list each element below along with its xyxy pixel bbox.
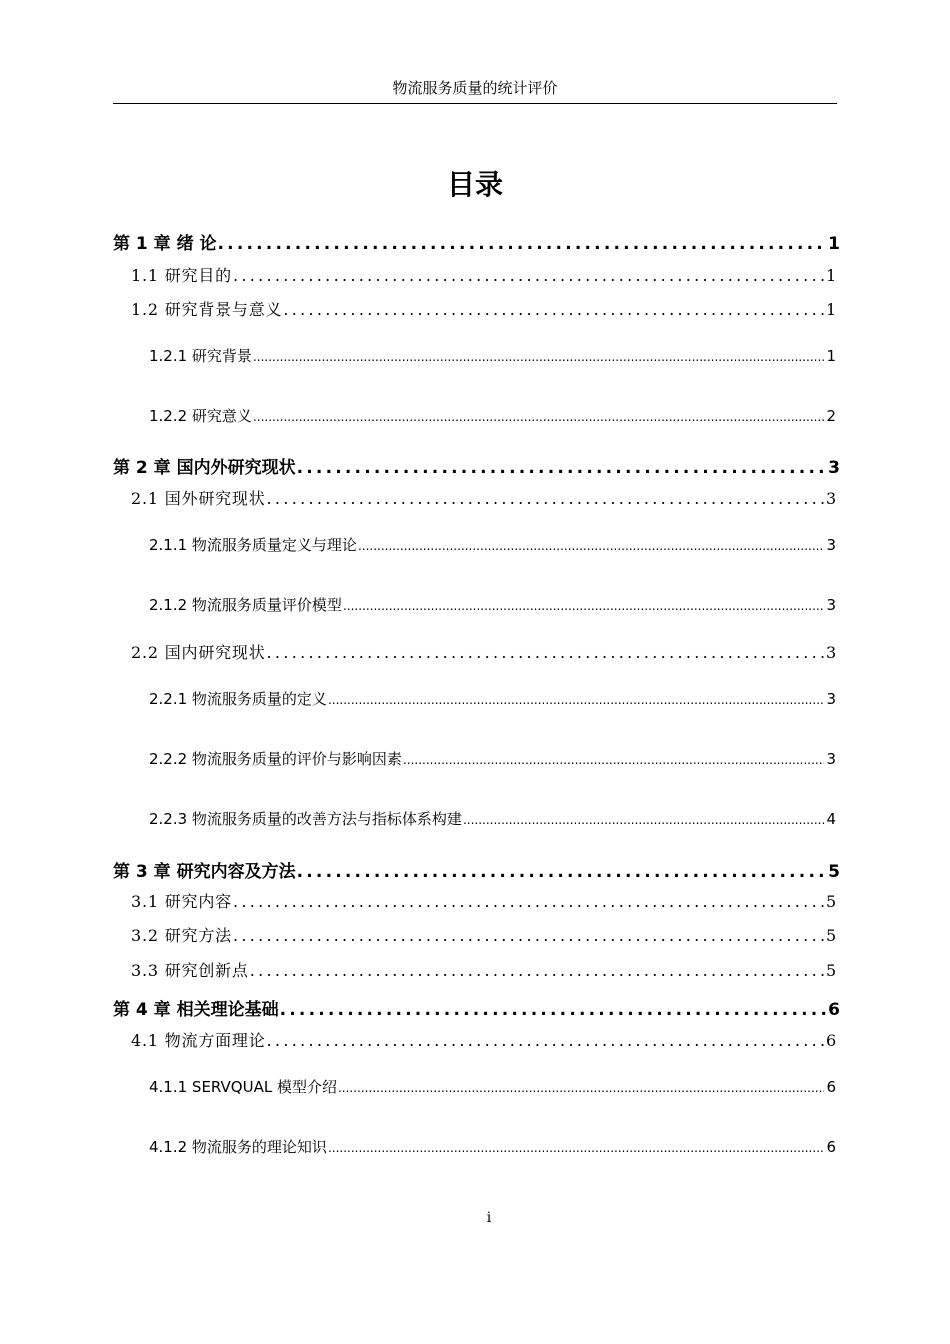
dot-leader [267,487,824,511]
toc-entry-page: 6 [826,1138,836,1156]
toc-entry-1-2[interactable] [131,298,837,322]
dot-leader [267,641,824,665]
toc-entry-text: 1.2.1 研究背景 [149,347,252,365]
dot-leader [233,890,824,914]
toc-entry-text: 2.2.1 物流服务质量的定义 [149,690,327,708]
toc-entry-3-2[interactable] [131,924,837,948]
toc-entry-2-2-1[interactable] [149,688,836,710]
toc-entry-page: 3 [826,690,836,708]
toc-entry-2-1-1[interactable] [149,534,836,556]
dot-leader [250,959,824,983]
dot-leader [283,298,824,322]
dot-leader [358,535,825,557]
dot-leader [233,264,824,288]
toc-entry-page: 1 [826,347,836,365]
toc-entry-page: 3 [826,489,837,508]
dot-leader [297,860,827,884]
dot-leader [297,456,827,480]
toc-entry-1-2-2[interactable] [149,405,836,427]
dot-leader [267,1029,824,1053]
dot-leader [463,809,825,831]
dot-leader [328,1137,825,1159]
toc-entry-text: 4.1.2 物流服务的理论知识 [149,1138,327,1156]
toc-entry-page: 3 [826,643,837,662]
toc-entry-text: 4.1 物流方面理论 [131,1031,266,1050]
toc-entry-page: 6 [828,1000,840,1020]
toc-entry-4-1[interactable] [131,1029,837,1053]
toc-entry-1-1[interactable] [131,264,837,288]
toc-entry-text: 1.2.2 研究意义 [149,407,252,425]
dot-leader [280,998,827,1022]
toc-entry-text: 3.1 研究内容 [131,892,232,911]
toc-entry-4-1-2[interactable] [149,1136,836,1158]
toc-entry-chapter-2[interactable] [113,456,840,480]
toc-entry-page: 1 [826,266,837,285]
toc-entry-page: 5 [828,862,840,882]
toc-entry-text: 2.2.2 物流服务质量的评价与影响因素 [149,750,402,768]
toc-entry-2-2-3[interactable] [149,808,836,830]
dot-leader [253,406,825,428]
toc-entry-2-1[interactable] [131,487,837,511]
toc-entry-text: 第 3 章 研究内容及方法 [113,862,296,882]
toc-entry-page: 6 [826,1078,836,1096]
dot-leader [328,689,825,711]
toc-entry-page: 3 [826,750,836,768]
toc-entry-2-2-2[interactable] [149,748,836,770]
toc-title: 目录 [446,168,503,201]
toc-entry-text: 4.1.1 SERVQUAL 模型介绍 [149,1078,337,1096]
toc-entry-text: 2.2 国内研究现状 [131,643,266,662]
dot-leader [218,232,827,256]
toc-entry-text: 第 2 章 国内外研究现状 [113,458,296,478]
running-header: 物流服务质量的统计评价 [392,79,558,97]
page-number: i [486,1210,492,1226]
dot-leader [403,749,825,771]
toc-entry-chapter-4[interactable] [113,998,840,1022]
toc-entry-page: 3 [828,458,840,478]
toc-entry-text: 第 1 章 绪 论 [113,234,217,254]
toc-entry-text: 3.3 研究创新点 [131,961,249,980]
toc-entry-3-3[interactable] [131,959,837,983]
toc-entry-2-1-2[interactable] [149,594,836,616]
toc-entry-page: 6 [826,1031,837,1050]
toc-entry-text: 2.1 国外研究现状 [131,489,266,508]
toc-entry-page: 3 [826,596,836,614]
dot-leader [233,924,824,948]
toc-entry-page: 5 [826,926,837,945]
dot-leader [338,1077,824,1099]
toc-entry-1-2-1[interactable] [149,345,836,367]
toc-entry-page: 4 [826,810,836,828]
toc-entry-text: 3.2 研究方法 [131,926,232,945]
toc-entry-3-1[interactable] [131,890,837,914]
toc-entry-chapter-3[interactable] [113,860,840,884]
toc-entry-page: 3 [826,536,836,554]
toc-entry-page: 1 [828,234,840,254]
toc-entry-4-1-1[interactable] [149,1076,836,1098]
toc-entry-text: 第 4 章 相关理论基础 [113,1000,279,1020]
toc-entry-text: 2.1.1 物流服务质量定义与理论 [149,536,357,554]
toc-entry-text: 1.1 研究目的 [131,266,232,285]
toc-entry-page: 1 [826,300,837,319]
toc-entry-text: 1.2 研究背景与意义 [131,300,283,319]
dot-leader [253,346,825,368]
dot-leader [343,595,825,617]
toc-entry-page: 5 [826,961,837,980]
toc-entry-page: 2 [826,407,836,425]
toc-entry-text: 2.2.3 物流服务质量的改善方法与指标体系构建 [149,810,462,828]
toc-entry-2-2[interactable] [131,641,837,665]
toc-entry-chapter-1[interactable] [113,232,840,256]
toc-entry-page: 5 [826,892,837,911]
toc-entry-text: 2.1.2 物流服务质量评价模型 [149,596,342,614]
